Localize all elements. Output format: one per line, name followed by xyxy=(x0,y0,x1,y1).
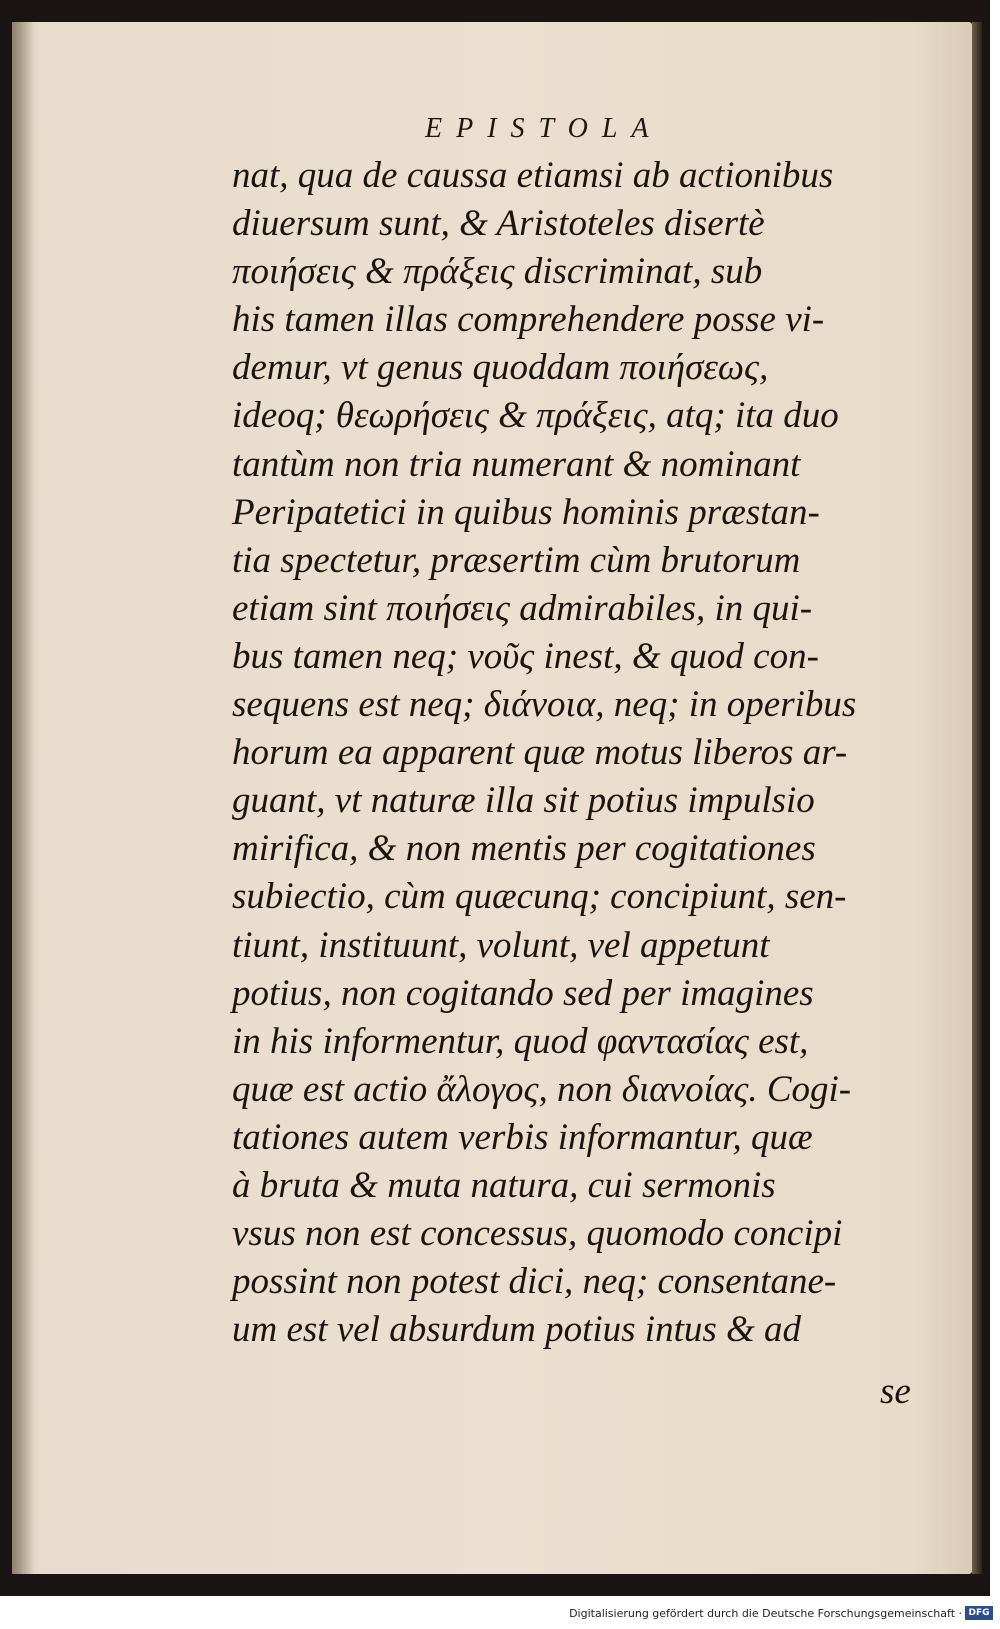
text-line: nat, qua de caussa etiamsi ab actionibus xyxy=(232,155,834,196)
body-text xyxy=(232,152,912,1354)
page-fore-edge xyxy=(972,22,982,1574)
text-line: demur, vt genus quoddam ποιήσεως, xyxy=(232,347,769,389)
text-line: mirifica, & non mentis per cogitationes xyxy=(232,828,816,870)
text-line: ποιήσεις & πράξεις discriminat, sub xyxy=(232,251,763,293)
text-line: quæ est actio ἄλογος, non διανοίας. Cogi- xyxy=(232,1068,852,1110)
catchword: se xyxy=(880,1371,911,1412)
text-line: his tamen illas comprehendere posse vi- xyxy=(232,299,825,341)
running-head: EPISTOLA xyxy=(425,113,663,144)
digitization-credit: Digitalisierung gefördert durch die Deutsche Forschungsgemeinschaft · xyxy=(569,1607,962,1620)
text-line: subiectio, cùm quæcunq; concipiunt, sen- xyxy=(232,876,847,918)
text-line: in his informentur, quod φαντασίας est, xyxy=(232,1020,809,1062)
text-line: ideoq; θεωρήσεις & πράξεις, atq; ita duo xyxy=(232,395,839,437)
dfg-logo: DFG xyxy=(965,1606,993,1620)
text-line: tiunt, instituunt, volunt, vel appetunt xyxy=(232,924,770,966)
text-line: potius, non cogitando sed per imagines xyxy=(232,972,814,1014)
text-line: à bruta & muta natura, cui sermonis xyxy=(232,1164,776,1206)
text-line: tia spectetur, præsertim cùm brutorum xyxy=(232,539,801,581)
text-line: sequens est neq; διάνοια, neq; in operibus xyxy=(232,684,857,726)
text-line: possint non potest dici, neq; consentane- xyxy=(232,1261,837,1303)
text-line: tantùm non tria numerant & nominant xyxy=(232,443,801,485)
text-line: um est vel absurdum potius intus & ad xyxy=(232,1309,802,1351)
text-line: tationes autem verbis informantur, quæ xyxy=(232,1116,813,1158)
text-line: diuersum sunt, & Aristoteles disertè xyxy=(232,203,765,245)
text-line: vsus non est concessus, quomodo concipi xyxy=(232,1213,843,1255)
text-line: horum ea apparent quæ motus liberos ar- xyxy=(232,732,848,774)
text-line: etiam sint ποιήσεις admirabiles, in qui- xyxy=(232,587,813,629)
page-gutter-shadow xyxy=(12,22,34,1574)
text-line: Peripatetici in quibus hominis præstan- xyxy=(232,491,820,533)
text-line: bus tamen neq; νοῦς inest, & quod con- xyxy=(232,635,819,677)
text-line: guant, vt naturæ illa sit potius impulsio xyxy=(232,780,815,822)
